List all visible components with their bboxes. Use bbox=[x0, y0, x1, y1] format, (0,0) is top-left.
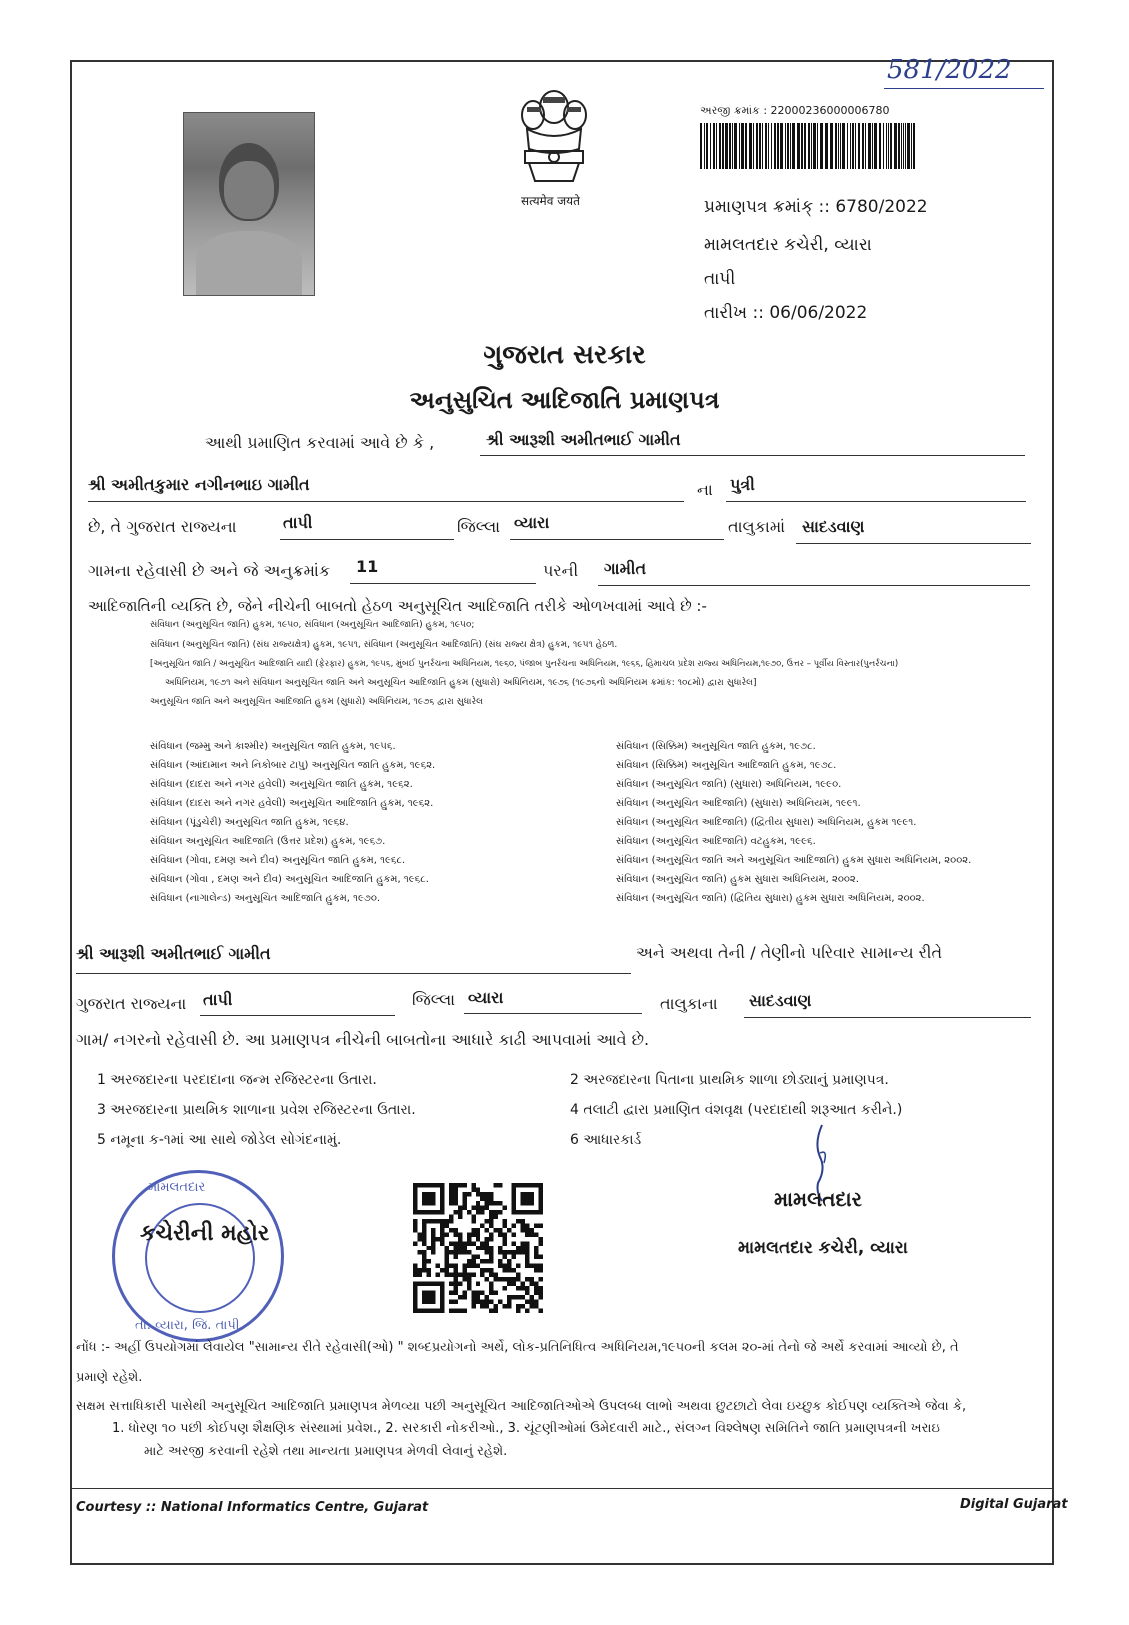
note-line-1: નોંધ :- અહીં ઉપયોગમાં લેવાયેલ "સામાન્ય રીતે રહેવાસી(ઓ) " શબ્દપ્રયોગનો અર્થે, લોક-પ્રતિનિધિત્વ અધિનિયમ,૧૯૫૦ની કલમ ૨૦-માં તેનો જે અર્થે કરવામાં આવ્યો છે, તે bbox=[76, 1340, 959, 1355]
on-label: પરની bbox=[543, 561, 579, 580]
certificate-number-label: પ્રમાણપત્ર ક્રમાંક્ :: bbox=[704, 197, 830, 217]
handwritten-underline bbox=[884, 88, 1044, 89]
issue-date-value: 06/06/2022 bbox=[769, 303, 868, 323]
taluka-city-line bbox=[510, 539, 724, 540]
national-emblem-icon bbox=[513, 85, 595, 185]
office-seal-stamp bbox=[112, 1170, 284, 1342]
order-item: સંવિધાન (અનુસૂચિત જાતિ) (સુધારા) અધિનિયમ, ૧૯૯૦. bbox=[616, 779, 842, 790]
family-name-line bbox=[76, 973, 631, 974]
family-district-line bbox=[200, 1015, 395, 1016]
document-item: 4 તલાટી દ્વારા પ્રમાણિત વંશવૃક્ષ (પરદાદાથી શરૂઆત કરીને.) bbox=[570, 1102, 903, 1118]
seal-rim-top: મામલતદાર bbox=[148, 1180, 206, 1195]
taluka-city-value: વ્યારા bbox=[514, 513, 550, 532]
info-line-3: માટે અરજી કરવાની રહેશે તથા માન્યતા પ્રમાણપત્ર મેળવી લેવાનું રહેશે. bbox=[144, 1444, 508, 1459]
info-line-2: 1. ધોરણ ૧૦ પછી કોઈપણ શૈક્ષણિક સંસ્થામાં પ્રવેશ., 2. સરકારી નોકરીઓ., 3. ચૂંટણીઓમાં ઉમેદવારી માટે., સંલગ્ન વિશ્લેષણ સમિતિને જાતિ પ્રમાણપત્રની ખરાઇ bbox=[112, 1421, 940, 1436]
family-district-label: જિલ્લા bbox=[412, 990, 456, 1009]
order-item: સંવિધાન (જમ્મુ અને કાશ્મીર) અનુસૂચિત જાતિ હુકમ, ૧૯૫૬. bbox=[150, 741, 396, 752]
order-item: સંવિધાન (પૂંડુચેરી) અનુસૂચિત જાતિ હુકમ, ૧૯૬૪. bbox=[150, 817, 349, 828]
family-applicant-name: શ્રી આરૂશી અમીતભાઈ ગામીત bbox=[76, 944, 271, 963]
order-item: સંવિધાન (આંદામાન અને નિકોબાર ટાપુ) અનુસૂચિત જાતિ હુકમ, ૧૯૬૨. bbox=[150, 760, 436, 771]
document-item: 3 અરજદારના પ્રાથમિક શાળાના પ્રવેશ રજિસ્ટરના ઉતારા. bbox=[97, 1102, 416, 1118]
emblem-motto: सत्यमेव जयते bbox=[521, 194, 580, 208]
order-item: સંવિધાન (અનુસૂચિત જાતિ અને અનુસૂચિત આદિજાતિ) હુકમ સુધારા અધિનિયમ, ૨૦૦૨. bbox=[616, 855, 972, 866]
application-number: અરજી ક્રમાંક : 22000236000006780 bbox=[700, 104, 890, 117]
order-item: સંવિધાન (અનુસૂચિત જાતિ) હુકમ સુધારા અધિનિયમ, ૨૦૦૨. bbox=[616, 874, 859, 885]
applicant-photo bbox=[183, 112, 315, 296]
issue-date-row bbox=[704, 303, 867, 323]
order-item: સંવિધાન (અનુસૂચિત જાતિ) (દ્વિતિય સુધારા) હુકમ સુધારા અધિનિયમ, ૨૦૦૨. bbox=[616, 893, 925, 904]
issuing-office: મામલતદાર કચેરી, વ્યારા bbox=[704, 235, 872, 255]
seal-rim-bottom: તા. વ્યારા, જિ. તાપી bbox=[135, 1318, 240, 1333]
applicant-name-line bbox=[480, 455, 1025, 456]
seal-center-text: કચેરીની મહોર bbox=[140, 1221, 270, 1246]
order-item: સંવિધાન (અનુસૂચિત આદિજાતિ) (સુધારા) અધિનિયમ, ૧૯૯૧. bbox=[616, 798, 861, 809]
order-item: સંવિધાન (અનુસૂચિત આદિજાતિ) (દ્વિતીય સુધારા) અધિનિયમ, હુકમ ૧૯૯૧. bbox=[616, 817, 917, 828]
family-taluka-label: તાલુકાના bbox=[660, 994, 718, 1013]
order-item: સંવિધાન (ગોવા , દમણ અને દીવ) અનુસૂચિત આદિજાતિ હુકમ, ૧૯૬૮. bbox=[150, 874, 429, 885]
handwritten-reference: 581/2022 bbox=[887, 55, 1012, 85]
parent-name-line bbox=[88, 501, 684, 502]
village-line bbox=[796, 543, 1031, 544]
tribe-line bbox=[598, 585, 1030, 586]
tribe-value: ગામીત bbox=[604, 559, 647, 578]
issuing-district: તાપી bbox=[704, 269, 736, 289]
district-line bbox=[280, 539, 454, 540]
qr-code bbox=[413, 1183, 543, 1313]
orders-left-list bbox=[150, 737, 435, 908]
legal-line-2: સંવિધાન (અનુસૂચિત જાતિ) (સંઘ રાજ્યક્ષેત્ર) હુકમ, ૧૯૫૧, સંવિધાન (અનુસૂચિત આદિજાતિ) (સંઘ રાજ્ય ક્ષેત્ર) હુકમ, ૧૯૫૧ હેઠળ. bbox=[150, 640, 618, 650]
issue-date-label: તારીખ :: bbox=[704, 303, 764, 323]
certify-text: આથી પ્રમાણિત કરવામાં આવે છે કે , bbox=[205, 433, 435, 452]
signatory-title: મામલતદાર bbox=[774, 1187, 862, 1211]
order-item: સંવિધાન (દાદરા અને નગર હવેલી) અનુસૂચિત આદિજાતિ હુકમ, ૧૯૬૨. bbox=[150, 798, 434, 809]
footer-divider bbox=[72, 1488, 1052, 1489]
village-value: સાદડવાણ bbox=[802, 517, 865, 536]
document-item: 2 અરજદારના પિતાના પ્રાથમિક શાળા છોડ્યાનું પ્રમાણપત્ર. bbox=[570, 1072, 889, 1088]
legal-line-4: અધિનિયમ, ૧૯૭૧ અને સંવિધાન અનુસૂચિત જાતિ અને અનુસૂચિત આદિજાતિ હુકમ (સુધારો) અધિનિયમ, ૧૯૭૬ (૧૯૭૬નો અધિનિયમ ક્રમાંક: ૧૦૮મો) દ્વારા સુધારેલ] bbox=[165, 678, 757, 688]
note-line-2: પ્રમાણે રહેશે. bbox=[76, 1370, 143, 1385]
legal-line-3: [અનુસૂચિત જાતિ / અનુસૂચિત આદિજાતિ યાદી (ફેરફાર) હુકમ, ૧૯૫૬, મુંબઈ પુનર્રચના અધિનિયમ, ૧૯૬૦, પંજાબ પુનર્રચના અધિનિયમ, ૧૯૬૬, હિમાચલ પ્રદેશ રાજ્ય અધિનિયમ,૧૯૭૦, ઉત્તર – પૂર્વીય વિસ્તાર(પુનર્રચના) bbox=[150, 659, 899, 669]
na-label: ના bbox=[697, 480, 713, 499]
signatory-office: મામલતદાર કચેરી, વ્યારા bbox=[738, 1238, 908, 1258]
state-text: છે, તે ગુજરાત રાજ્યના bbox=[88, 517, 237, 536]
legal-line-5: અનુસૂચિત જાતિ અને અનુસૂચિત આદિજાતિ હુકમ (સુધારો) અધિનિયમ, ૧૯૭૬ દ્વારા સુધારેલ bbox=[150, 697, 483, 707]
document-item: 6 આધારકાર્ડ bbox=[570, 1132, 642, 1148]
document-item: 1 અરજદારના પરદાદાના જન્મ રજિસ્ટરના ઉતારા. bbox=[97, 1072, 377, 1088]
legal-line-1: સંવિધાન (અનુસૂચિત જાતિ) હુકમ, ૧૯૫૦, સંવિધાન (અનુસૂચિત આદિજાતિ) હુકમ, ૧૯૫૦; bbox=[150, 620, 475, 630]
family-village-value: સાદડવાણ bbox=[749, 991, 812, 1010]
family-village-line bbox=[744, 1017, 1031, 1018]
certificate-title: અનુસુચિત આદિજાતિ પ્રમાણપત્ર bbox=[409, 386, 720, 414]
order-item: સંવિધાન (દાદરા અને નગર હવેલી) અનુસૂચિત જાતિ હુકમ, ૧૯૬૨. bbox=[150, 779, 413, 790]
barcode bbox=[700, 123, 918, 169]
brand-text: Digital Gujarat bbox=[960, 1497, 1068, 1512]
relation-value: પુત્રી bbox=[730, 475, 755, 494]
order-item: સંવિધાન (સિક્કિમ) અનુસૂચિત આદિજાતિ હુકમ, ૧૯૭૮. bbox=[616, 760, 837, 771]
certificate-number-value: 6780/2022 bbox=[835, 197, 928, 217]
government-title: ગુજરાત સરકાર bbox=[483, 340, 646, 370]
family-city-line bbox=[464, 1013, 642, 1014]
resident-text: ગામના રહેવાસી છે અને જે અનુક્રમાંક bbox=[88, 561, 331, 580]
family-district-value: તાપી bbox=[203, 990, 233, 1009]
taluka-label: તાલુકામાં bbox=[728, 517, 786, 536]
certificate-number-row bbox=[704, 197, 928, 217]
order-item: સંવિધાન અનુસૂચિત આદિજાતિ (ઉત્તર પ્રદેશ) હુકમ, ૧૯૬૭. bbox=[150, 836, 386, 847]
order-item: સંવિધાન (ગોવા, દમણ અને દીવ) અનુસૂચિત જાતિ હુકમ, ૧૯૬૮. bbox=[150, 855, 406, 866]
document-item: 5 નમૂના ક-૧માં આ સાથે જોડેલ સોગંદનામું. bbox=[97, 1132, 342, 1148]
family-state-text: ગુજરાત રાજ્યના bbox=[76, 994, 187, 1013]
relation-line bbox=[726, 501, 1026, 502]
serial-line bbox=[350, 583, 536, 584]
serial-number: 11 bbox=[356, 557, 379, 576]
district-label: જિલ્લા bbox=[457, 517, 501, 536]
family-city-value: વ્યારા bbox=[468, 988, 504, 1007]
family-resident-text: ગામ/ નગરનો રહેવાસી છે. આ પ્રમાણપત્ર નીચેની બાબતોના આધારે કાઢી આપવામાં આવે છે. bbox=[76, 1030, 650, 1049]
district-value: તાપી bbox=[283, 513, 313, 532]
family-text: અને અથવા તેની / તેણીનો પરિવાર સામાન્ય રીતે bbox=[636, 943, 943, 962]
order-item: સંવિધાન (નાગાલેન્ડ) અનુસૂચિત આદિજાતિ હુકમ, ૧૯૭૦. bbox=[150, 893, 381, 904]
applicant-name: શ્રી આરૂશી અમીતભાઈ ગામીત bbox=[486, 430, 681, 449]
parent-name: શ્રી અમીતકુમાર નગીનભાઇ ગામીત bbox=[88, 475, 310, 494]
info-line-1: સક્ષમ સત્તાધિકારી પાસેથી અનુસૂચિત આદિજાતિ પ્રમાણપત્ર મેળવ્યા પછી અનુસૂચિત આદિજાતિઓએ ઉપલબ્ધ લાભો અથવા છુટછાટો લેવા ઇચ્છુક કોઈપણ વ્યક્તિએ જેવા કે, bbox=[76, 1399, 967, 1414]
orders-right-list bbox=[616, 737, 971, 908]
courtesy-text: Courtesy :: National Informatics Centre, Gujarat bbox=[76, 1500, 429, 1515]
order-item: સંવિધાન (સિક્કિમ) અનુસૂચિત જાતિ હુકમ, ૧૯૭૮. bbox=[616, 741, 816, 752]
recognized-text: આદિજાતિની વ્યક્તિ છે, જેને નીચેની બાબતો હેઠળ અનુસૂચિત આદિજાતિ તરીકે ઓળખવામાં આવે છે :- bbox=[88, 597, 707, 615]
order-item: સંવિધાન (અનુસૂચિત આદિજાતિ) વટહુકમ, ૧૯૯૬. bbox=[616, 836, 816, 847]
